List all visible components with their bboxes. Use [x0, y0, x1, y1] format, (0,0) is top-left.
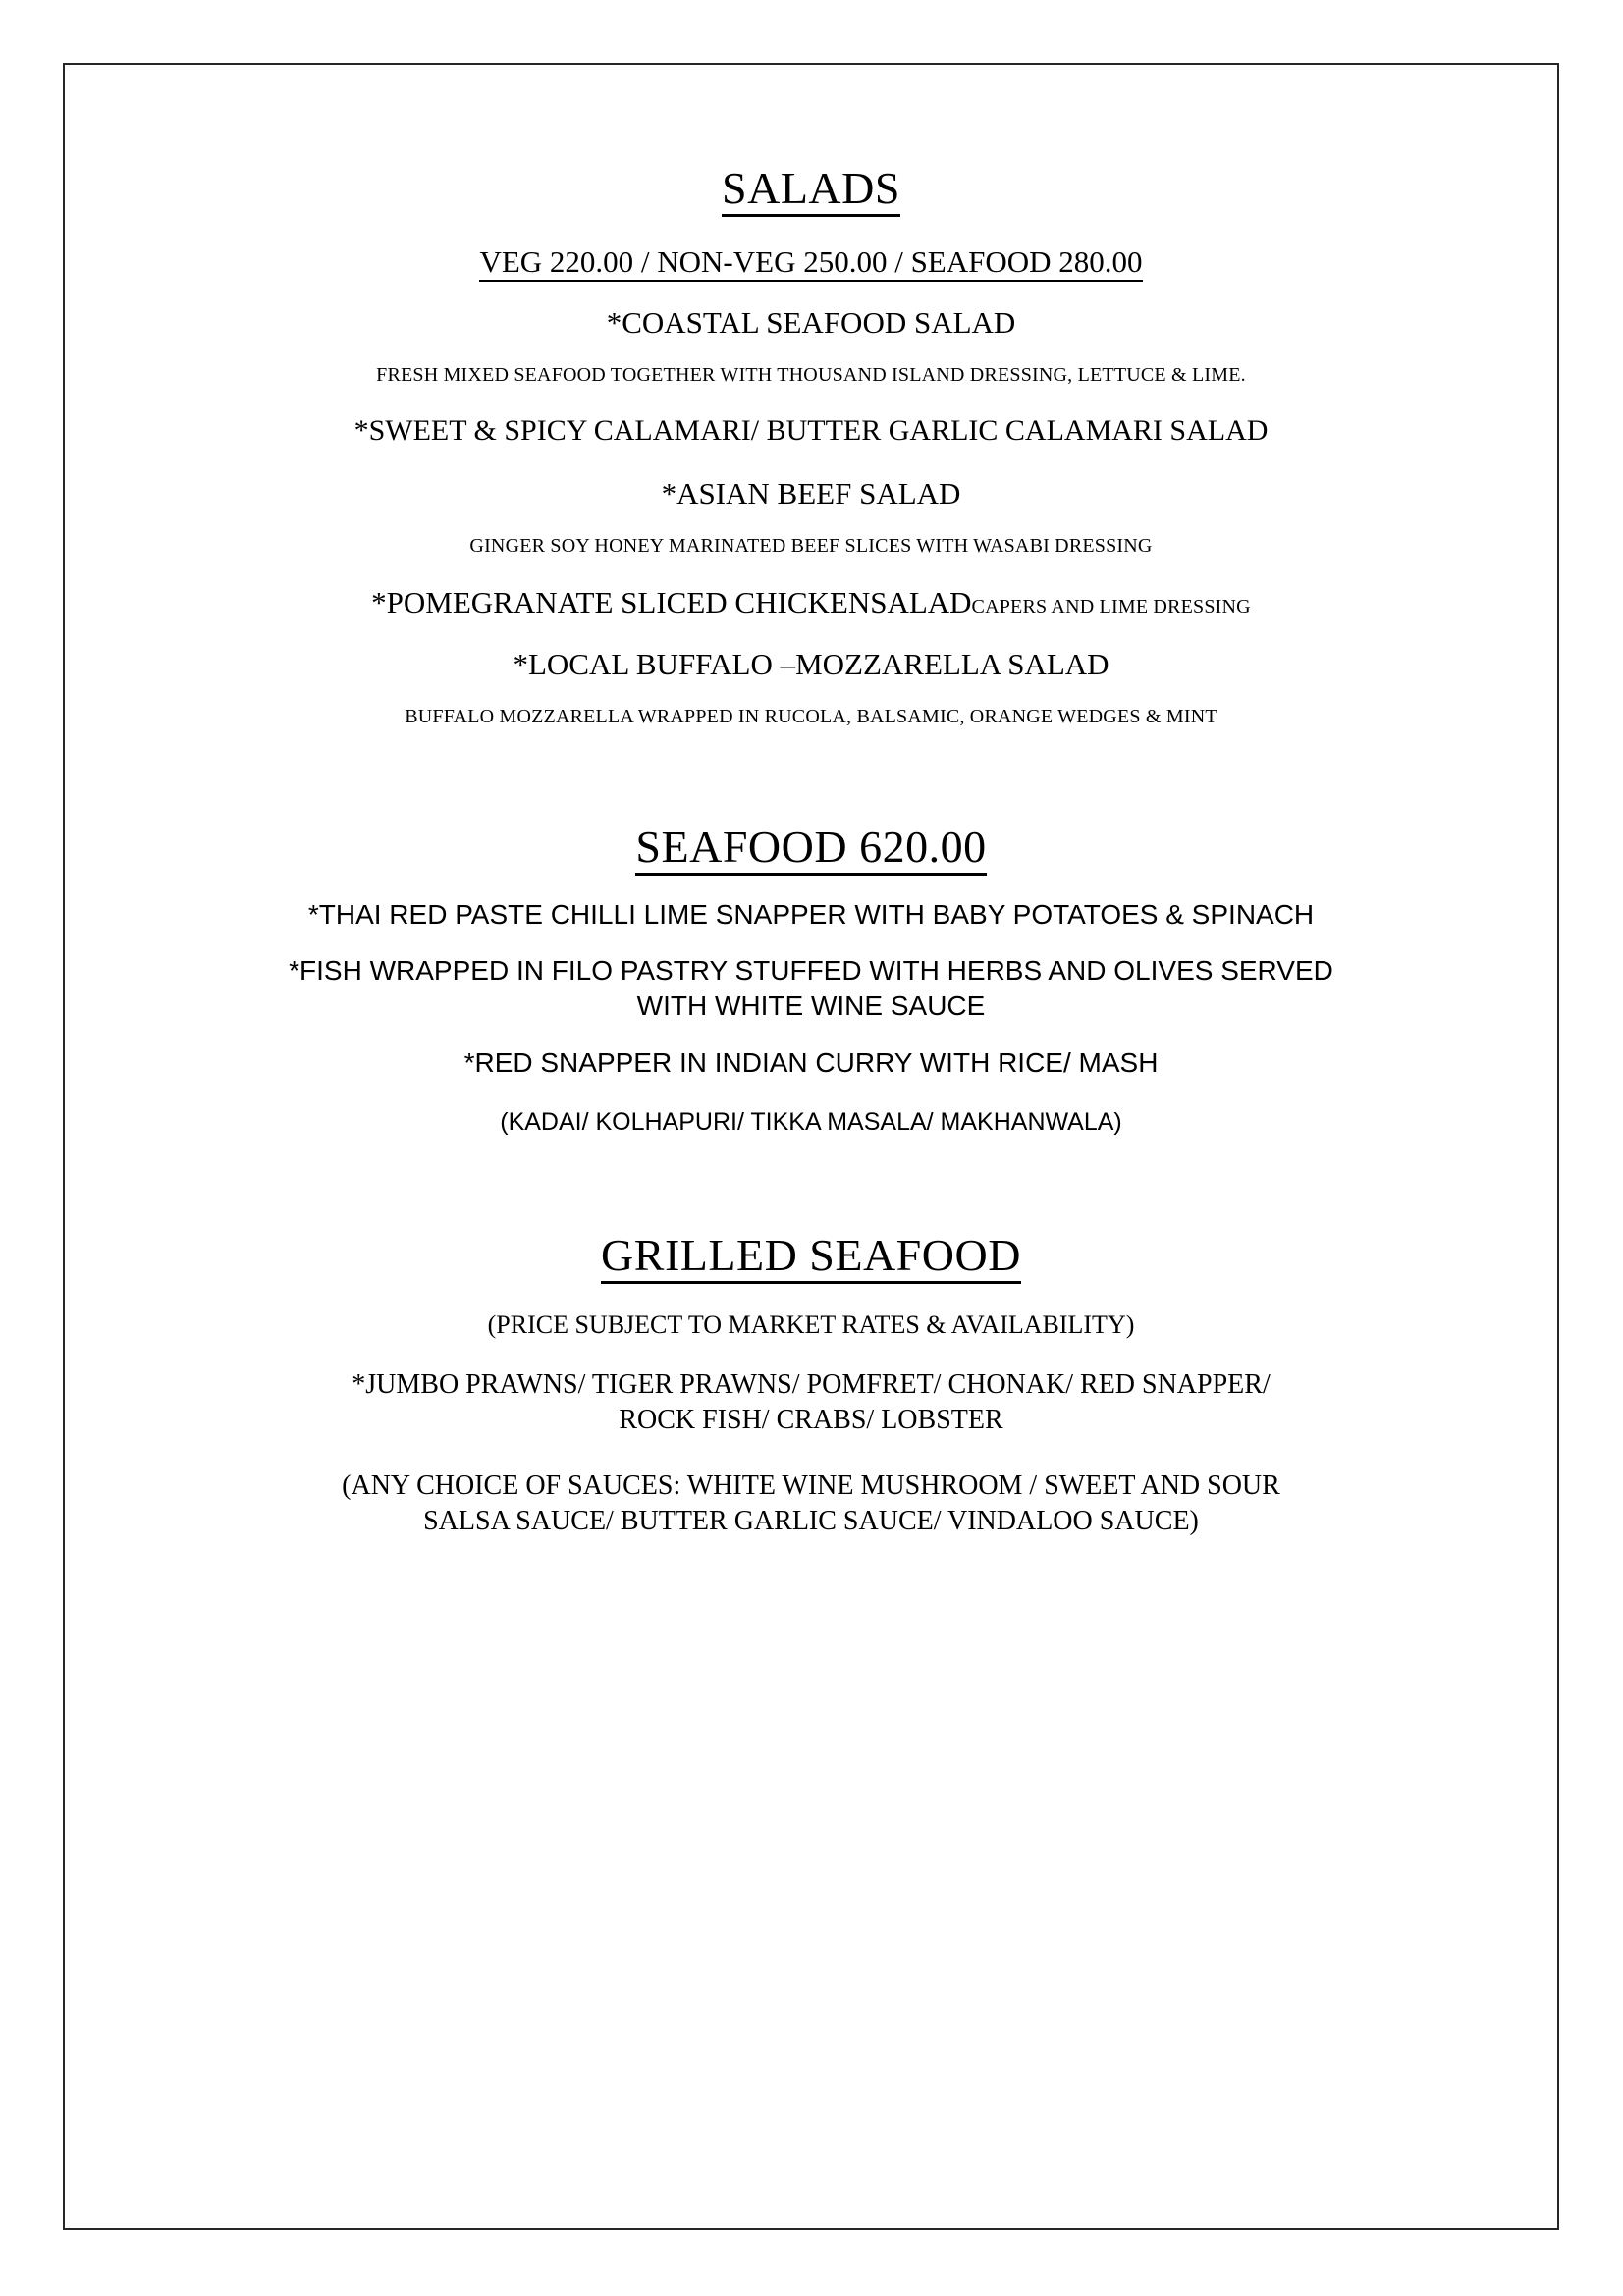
salads-heading-text: SALADS	[722, 163, 900, 217]
spacer	[120, 342, 1502, 363]
section-heading-grilled-seafood	[120, 1229, 1502, 1280]
menu-item-name: *SWEET & SPICY CALAMARI/ BUTTER GARLIC CALAMARI SALAD	[353, 414, 1269, 448]
menu-item-name: *COASTAL SEAFOOD SALAD	[606, 305, 1016, 341]
menu-item-name: *FISH WRAPPED IN FILO PASTRY STUFFED WITH HERBS AND OLIVES SERVED WITH WHITE WINE SAUCE	[289, 955, 1333, 1022]
spacer	[120, 1024, 1502, 1045]
menu-item-name: *ASIAN BEEF SALAD	[661, 475, 961, 510]
menu-item-name: *LOCAL BUFFALO –MOZZARELLA SALAD	[513, 647, 1109, 682]
spacer	[120, 1439, 1502, 1468]
spacer-section	[120, 729, 1502, 824]
section-heading-salads	[120, 165, 1502, 212]
seafood-variants-note: (KADAI/ KOLHAPURI/ TIKKA MASALA/ MAKHANWALA)	[500, 1107, 1122, 1136]
grilled-selection-line-2: ROCK FISH/ CRABS/ LOBSTER	[619, 1405, 1003, 1436]
section-heading-seafood	[120, 824, 1502, 871]
grilled-selection-line-1: *JUMBO PRAWNS/ TIGER PRAWNS/ POMFRET/ CHONAK/ RED SNAPPER/	[352, 1368, 1271, 1400]
menu-item-row-pomegranate	[120, 584, 1502, 621]
menu-item-name: *THAI RED PASTE CHILLI LIME SNAPPER WITH BABY POTATOES & SPINACH	[307, 898, 1315, 930]
spacer	[120, 559, 1502, 584]
salads-price-text: VEG 220.00 / NON-VEG 250.00 / SEAFOOD 280.00	[479, 244, 1142, 282]
menu-content	[63, 63, 1559, 2230]
spacer-section	[120, 1138, 1502, 1232]
grilled-seafood-heading-text: GRILLED SEAFOOD	[601, 1230, 1021, 1284]
menu-item-name: *RED SNAPPER IN INDIAN CURRY WITH RICE/ MASH	[463, 1047, 1159, 1079]
spacer	[120, 388, 1502, 413]
spacer-top	[120, 118, 1502, 165]
spacer	[120, 450, 1502, 475]
menu-item-description: GINGER SOY HONEY MARINATED BEEF SLICES WITH WASABI DRESSING	[469, 534, 1153, 557]
spacer	[120, 932, 1502, 953]
grilled-price-note: (PRICE SUBJECT TO MARKET RATES & AVAILABILITY)	[487, 1310, 1135, 1340]
spacer	[120, 512, 1502, 534]
spacer	[120, 1081, 1502, 1106]
spacer	[120, 212, 1502, 245]
spacer	[120, 620, 1502, 646]
salads-price-line	[120, 245, 1502, 279]
grilled-sauces-line-1: (ANY CHOICE OF SAUCES: WHITE WINE MUSHROOM / SWEET AND SOUR	[342, 1469, 1280, 1501]
seafood-heading-text: SEAFOOD 620.00	[635, 822, 986, 876]
grilled-sauces-line-2: SALSA SAUCE/ BUTTER GARLIC SAUCE/ VINDALOO SAUCE)	[423, 1506, 1199, 1537]
menu-item-description: BUFFALO MOZZARELLA WRAPPED IN RUCOLA, BALSAMIC, ORANGE WEDGES & MINT	[405, 706, 1217, 728]
spacer	[120, 683, 1502, 705]
spacer	[120, 279, 1502, 304]
spacer	[120, 1342, 1502, 1367]
menu-item-description: FRESH MIXED SEAFOOD TOGETHER WITH THOUSAND ISLAND DRESSING, LETTUCE & LIME.	[376, 364, 1246, 387]
menu-item-inline-description: CAPERS AND LIME DRESSING	[971, 595, 1251, 617]
menu-item-name: *POMEGRANATE SLICED CHICKENSALAD	[371, 584, 972, 619]
